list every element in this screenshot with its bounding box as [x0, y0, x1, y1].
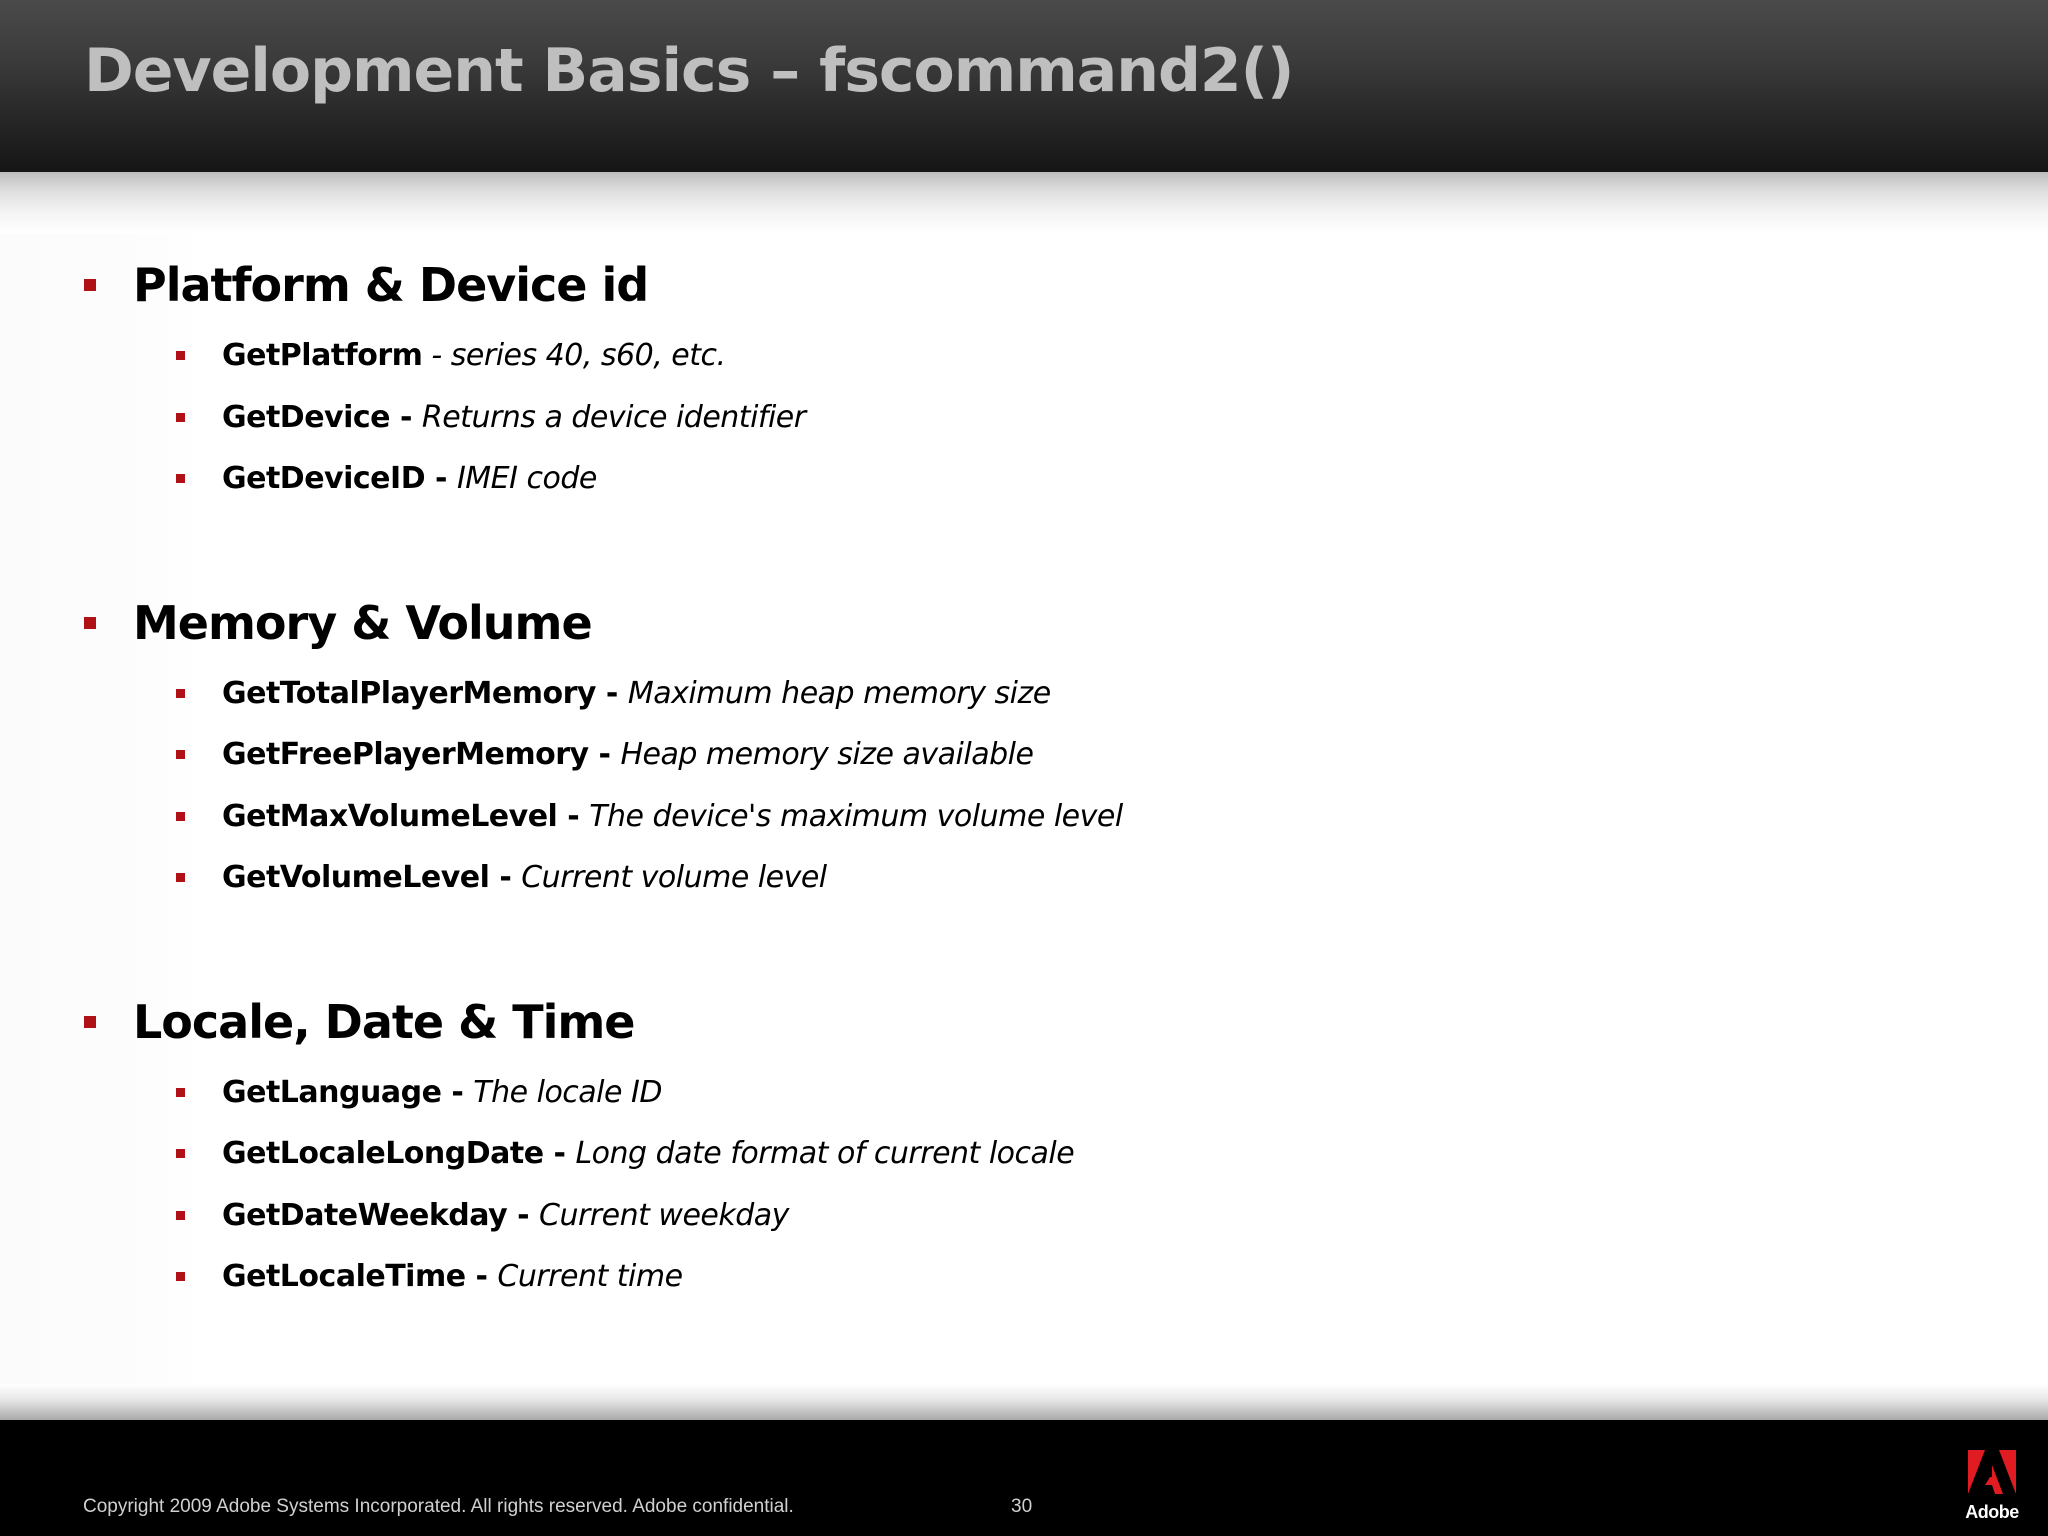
function-name: GetTotalPlayerMemory - — [222, 676, 628, 711]
list-item — [0, 1071, 1400, 1115]
slide-title: Development Basics – fscommand2() — [84, 36, 1294, 106]
section-heading-text: Locale, Date & Time — [133, 995, 635, 1049]
bullet-square-icon — [176, 873, 185, 882]
bullet-square-icon — [176, 351, 185, 360]
adobe-logo-text: Adobe — [1965, 1502, 2019, 1522]
adobe-logo-icon — [1968, 1450, 2016, 1498]
bullet-square-icon — [176, 1149, 185, 1158]
bullet-square-icon — [176, 474, 185, 483]
list-item — [0, 396, 1400, 440]
bullet-square-icon — [84, 1016, 96, 1028]
footer-shadow — [0, 1384, 2048, 1420]
function-name: GetLocaleLongDate - — [222, 1136, 576, 1171]
section-heading-text: Platform & Device id — [133, 258, 649, 312]
function-name: GetLocaleTime - — [222, 1259, 498, 1294]
section-heading — [0, 993, 1400, 1053]
header-bar — [0, 0, 2048, 172]
function-description: Returns a device identifier — [421, 400, 806, 435]
list-item — [0, 334, 1400, 378]
function-description: Current volume level — [521, 860, 827, 895]
bullet-square-icon — [176, 1272, 185, 1281]
bullet-square-icon — [84, 279, 96, 291]
page-number: 30 — [1011, 1496, 1033, 1517]
bullet-square-icon — [176, 750, 185, 759]
list-item — [0, 1194, 1400, 1238]
section-heading — [0, 256, 1400, 316]
copyright-text: Copyright 2009 Adobe Systems Incorporated. All rights reserved. Adobe confidential. — [83, 1496, 794, 1517]
function-name: GetVolumeLevel - — [222, 860, 522, 895]
section-heading-text: Memory & Volume — [133, 596, 592, 650]
list-item — [0, 795, 1400, 839]
function-description: Long date format of current locale — [575, 1136, 1075, 1171]
list-item — [0, 457, 1400, 501]
list-item — [0, 733, 1400, 777]
function-description: The locale ID — [473, 1075, 662, 1110]
function-name: GetMaxVolumeLevel - — [222, 799, 590, 834]
function-description: - series 40, s60, etc. — [422, 338, 726, 373]
function-name: GetDeviceID - — [222, 461, 457, 496]
list-item — [0, 1255, 1400, 1299]
bullet-square-icon — [176, 1211, 185, 1220]
list-item — [0, 1132, 1400, 1176]
function-description: The device's maximum volume level — [589, 799, 1123, 834]
adobe-logo — [1960, 1450, 2024, 1526]
list-item — [0, 856, 1400, 900]
function-description: Maximum heap memory size — [627, 676, 1051, 711]
function-name: GetDevice - — [222, 400, 422, 435]
function-description: Heap memory size available — [620, 737, 1034, 772]
section-heading — [0, 594, 1400, 654]
bullet-square-icon — [176, 689, 185, 698]
function-name: GetLanguage - — [222, 1075, 474, 1110]
function-name: GetDateWeekday - — [222, 1198, 540, 1233]
footer-bar — [0, 1420, 2048, 1536]
function-description: Current time — [497, 1259, 683, 1294]
bullet-square-icon — [176, 812, 185, 821]
function-name: GetPlatform — [222, 338, 423, 373]
bullet-square-icon — [176, 413, 185, 422]
header-shadow — [0, 172, 2048, 234]
bullet-square-icon — [84, 617, 96, 629]
function-description: Current weekday — [539, 1198, 789, 1233]
list-item — [0, 672, 1400, 716]
function-description: IMEI code — [456, 461, 597, 496]
function-name: GetFreePlayerMemory - — [222, 737, 621, 772]
bullet-square-icon — [176, 1088, 185, 1097]
